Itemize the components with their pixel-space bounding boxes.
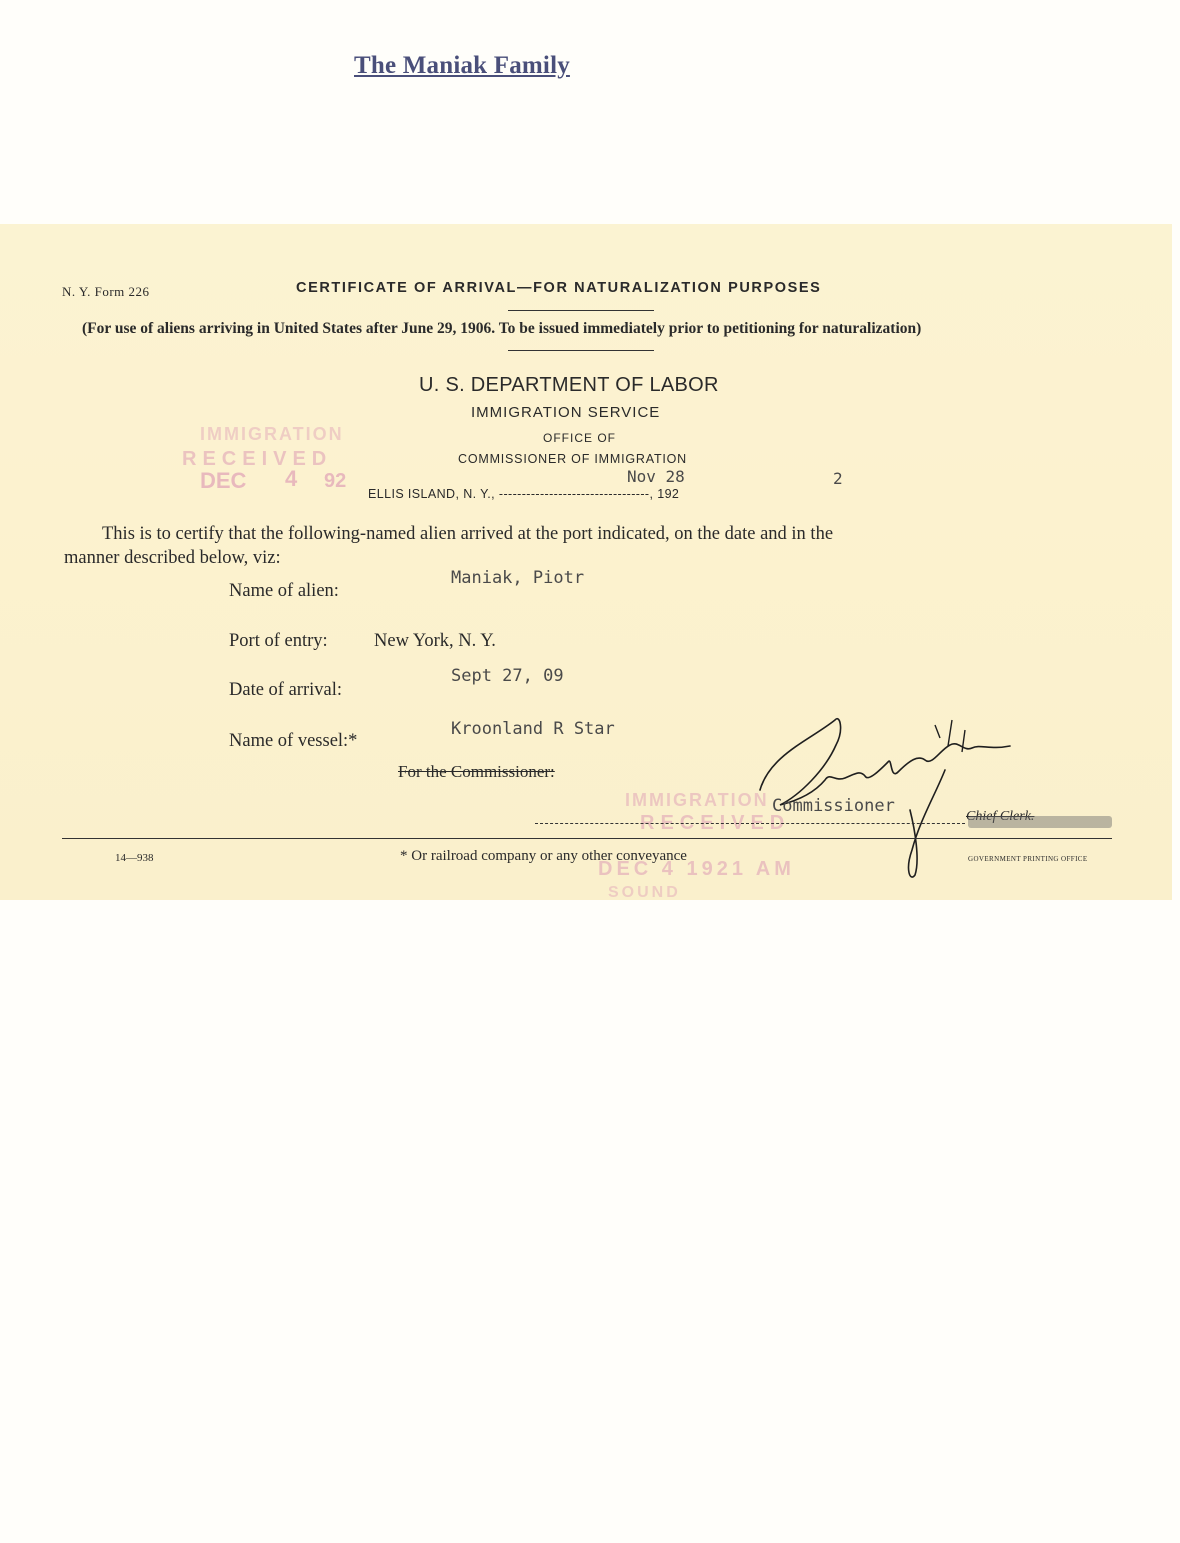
date-of-arrival-label: Date of arrival: — [229, 680, 342, 700]
chief-clerk-smudge — [968, 816, 1112, 828]
commissioner-of-immigration: COMMISSIONER OF IMMIGRATION — [458, 452, 688, 466]
stamp-date-bottom: DEC 4 1921 AM — [598, 858, 795, 880]
printer-credit: GOVERNMENT PRINTING OFFICE — [968, 855, 1088, 863]
heading-rule — [508, 310, 654, 311]
subheading-rule — [508, 350, 654, 351]
service-name: IMMIGRATION SERVICE — [471, 404, 661, 421]
certify-text-line2: manner described below, viz: — [64, 548, 281, 568]
issue-date: Nov 28 — [627, 467, 685, 486]
date-of-arrival-value: Sept 27, 09 — [451, 666, 564, 686]
stamp-date-left: DEC — [200, 468, 247, 493]
certificate-subheading: (For use of aliens arriving in United States after June 29, 1906. To be issued immediately prior to petitioning for naturalization) — [82, 320, 922, 337]
signature-dashed-line — [535, 823, 965, 824]
certificate-heading: CERTIFICATE OF ARRIVAL—FOR NATURALIZATION PURPOSES — [296, 280, 822, 296]
form-number: N. Y. Form 226 — [62, 284, 150, 299]
stamp-sound-bottom: SOUND — [608, 884, 681, 900]
footer-rule — [62, 838, 1112, 839]
stamp-received-bottom: RECEIVED — [640, 812, 791, 834]
stamp-date-year: 92 — [324, 470, 347, 492]
signature-drawing — [740, 700, 1040, 880]
stamp-immigration-bottom: IMMIGRATION — [625, 790, 769, 810]
issue-year-digit: 2 — [833, 469, 843, 488]
for-the-commissioner: For the Commissioner: — [398, 762, 555, 781]
port-of-entry-label: Port of entry: — [229, 631, 328, 651]
stamp-immigration-top: IMMIGRATION — [200, 424, 344, 444]
port-of-entry-value: New York, N. Y. — [374, 631, 496, 651]
chief-clerk-label: Chief Clerk. — [966, 809, 1035, 824]
stamp-date-num: 4 — [285, 466, 298, 491]
footnote: * Or railroad company or any other conveyance — [400, 848, 687, 864]
department-name: U. S. DEPARTMENT OF LABOR — [419, 374, 719, 396]
vessel-name-label: Name of vessel:* — [229, 731, 358, 751]
vessel-name-value: Kroonland R Star — [451, 719, 615, 739]
alien-name-label: Name of alien: — [229, 581, 339, 601]
certify-text-line1: This is to certify that the following-named alien arrived at the port indicated, on the date and in the — [102, 524, 834, 544]
alien-name-value: Maniak, Piotr — [451, 568, 585, 588]
certificate-of-arrival — [0, 224, 1172, 900]
stamp-received-top: RECEIVED — [182, 448, 333, 470]
commissioner-typed: Commissioner — [772, 796, 895, 816]
location-line: ELLIS ISLAND, N. Y., ---------------------------------, 192 — [368, 487, 680, 501]
page-title: The Maniak Family — [354, 52, 570, 79]
footer-code: 14—938 — [115, 852, 154, 864]
office-of: OFFICE OF — [543, 431, 616, 445]
